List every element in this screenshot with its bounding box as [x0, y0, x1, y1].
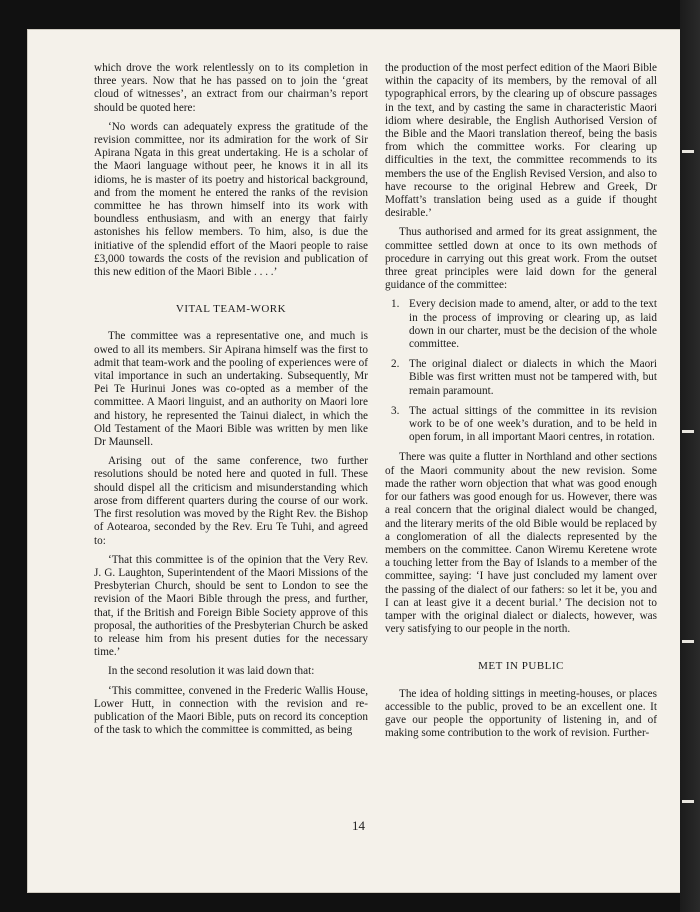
list-text: The actual sittings of the committee in its revision work to be of one week’s duration, and to be held in open forum, in all important Maori centres, in rotation. [409, 404, 657, 444]
quote-paragraph: ‘That this committee is of the opinion that the Very Rev. J. G. Laughton, Superintendent of the Maori Missions of the Presbyterian Church, should be sent to London to see the revision of the Maori Bible through the press, and further, that, if the British and Foreign Bible Society approve of this proposal, the authorities of the Presbyterian Church be asked to release him from his present duties for the necessary time.’ [94, 553, 368, 659]
paragraph: Thus authorised and armed for its great assignment, the committee settled down at once to its own methods of procedure in carrying out this great work. From the outset three great principles were laid down for the general guidance of the committee: [385, 226, 657, 292]
list-number: 2. [391, 358, 400, 371]
scan-mark [682, 640, 694, 643]
list-number: 3. [391, 404, 400, 417]
section-heading: VITAL TEAM-WORK [175, 303, 287, 316]
scan-mark [682, 150, 694, 153]
list-item [385, 405, 657, 445]
list-item [385, 358, 657, 398]
scan-mark [682, 800, 694, 803]
quote-paragraph: ‘No words can adequately express the gratitude of the revision committee, nor its admiration for the work of Sir Apirana Ngata in this great undertaking. He is a scholar of the Maori language without peer, he knows it in all its idioms, he is master of its poetry and historical background, and from the moment he entered the ranks of the revision committee he has thrown himself into its work with boundless enthusiasm, and with an energy that fairly astonishes his fellow members. To him, also, is due the initiative of the splendid effort of the Maori people to raise £3,000 towards the costs of the revision and publication of this new edition of the Maori Bible . . . .’ [94, 120, 368, 279]
quote-paragraph: ‘This committee, convened in the Frederic Wallis House, Lower Hutt, in connection with the revision and re-publication of the Maori Bible, puts on record its conception of the task to which the committee is committed, as being [94, 684, 368, 737]
paragraph: The idea of holding sittings in meeting-houses, or places accessible to the public, proved to be an excellent one. It gave our people the opportunity of listening in, and of making some contribution to the work of revision. Further- [385, 687, 657, 740]
list-item [385, 298, 657, 351]
paragraph: Arising out of the same conference, two further resolutions should be noted here and quoted in full. These should dispel all the criticism and misunderstanding which arose from different quarters during the course of our work. The first resolution was moved by the Right Rev. the Bishop of Aotearoa, seconded by the Rev. Eru Te Tuhi, and agreed to: [94, 455, 368, 547]
paragraph: There was quite a flutter in Northland and other sections of the Maori community about the new revision. Some made the rather worn objection that what was good enough for our fathers was good enough for us. However, there was a real concern that the original dialect would be changed, and the literary merits of the old Bible would be replaced by a conglomeration of all the dialects represented by the members on the committee. Canon Wiremu Keretene wrote a touching letter from the Bay of Islands to a member of the committee, saying: ‘I have just concluded my lament over the passing of the dialect of our fathers: so let it be, you and I can at least give it a decent burial.’ The decision not to tamper with the original dialect or dialects, however, was very satisfying to our people in the north. [385, 451, 657, 636]
scan-mark [682, 430, 694, 433]
paragraph: The committee was a representative one, and much is owed to all its members. Sir Apirana himself was the first to admit that team-work and the pooling of experiences were of vital importance in such an undertaking. Subsequently, Mr Pei Te Hurinui Jones was co-opted as a member of the committee. A Maori linguist, and an authority on Maori lore and history, he represented the Tainui dialect, in which the Old Testament of the Maori Bible was written by men like Dr Maunsell. [94, 330, 368, 449]
principles-list [385, 298, 657, 444]
list-number: 1. [391, 298, 400, 311]
paragraph: which drove the work relentlessly on to its completion in three years. Now that he has passed on to join the ‘great cloud of witnesses’, an extract from our chairman’s report should be quoted here: [94, 62, 368, 114]
right-column [385, 62, 657, 746]
left-column [94, 62, 368, 743]
scan-edge [680, 0, 700, 912]
section-heading: MET IN PUBLIC [478, 660, 564, 673]
paragraph: In the second resolution it was laid down that: [108, 665, 315, 678]
list-text: The original dialect or dialects in which the Maori Bible was first written must not be tampered with, but remain paramount. [409, 358, 657, 397]
list-text: Every decision made to amend, alter, or add to the text in the process of improving or clearing up, as laid down in our charter, must be the decision of the whole committee. [409, 298, 657, 351]
paragraph: the production of the most perfect edition of the Maori Bible within the capacity of its members, by the removal of all typographical errors, by the clearing up of obscure passages in the text, and by casting the same in characteristic Maori idiom where desirable, the English Authorised Version of the Bible and the Maori translation thereof, being the basis from which the committee works. For clearing up difficulties in the text, the committee recommends to its members the use of the English Revised Version, and also to have recourse to the original Hebrew and Greek, Dr Moffatt’s translation being used as a guide if thought desirable.’ [385, 62, 657, 220]
page-number: 14 [352, 818, 365, 833]
